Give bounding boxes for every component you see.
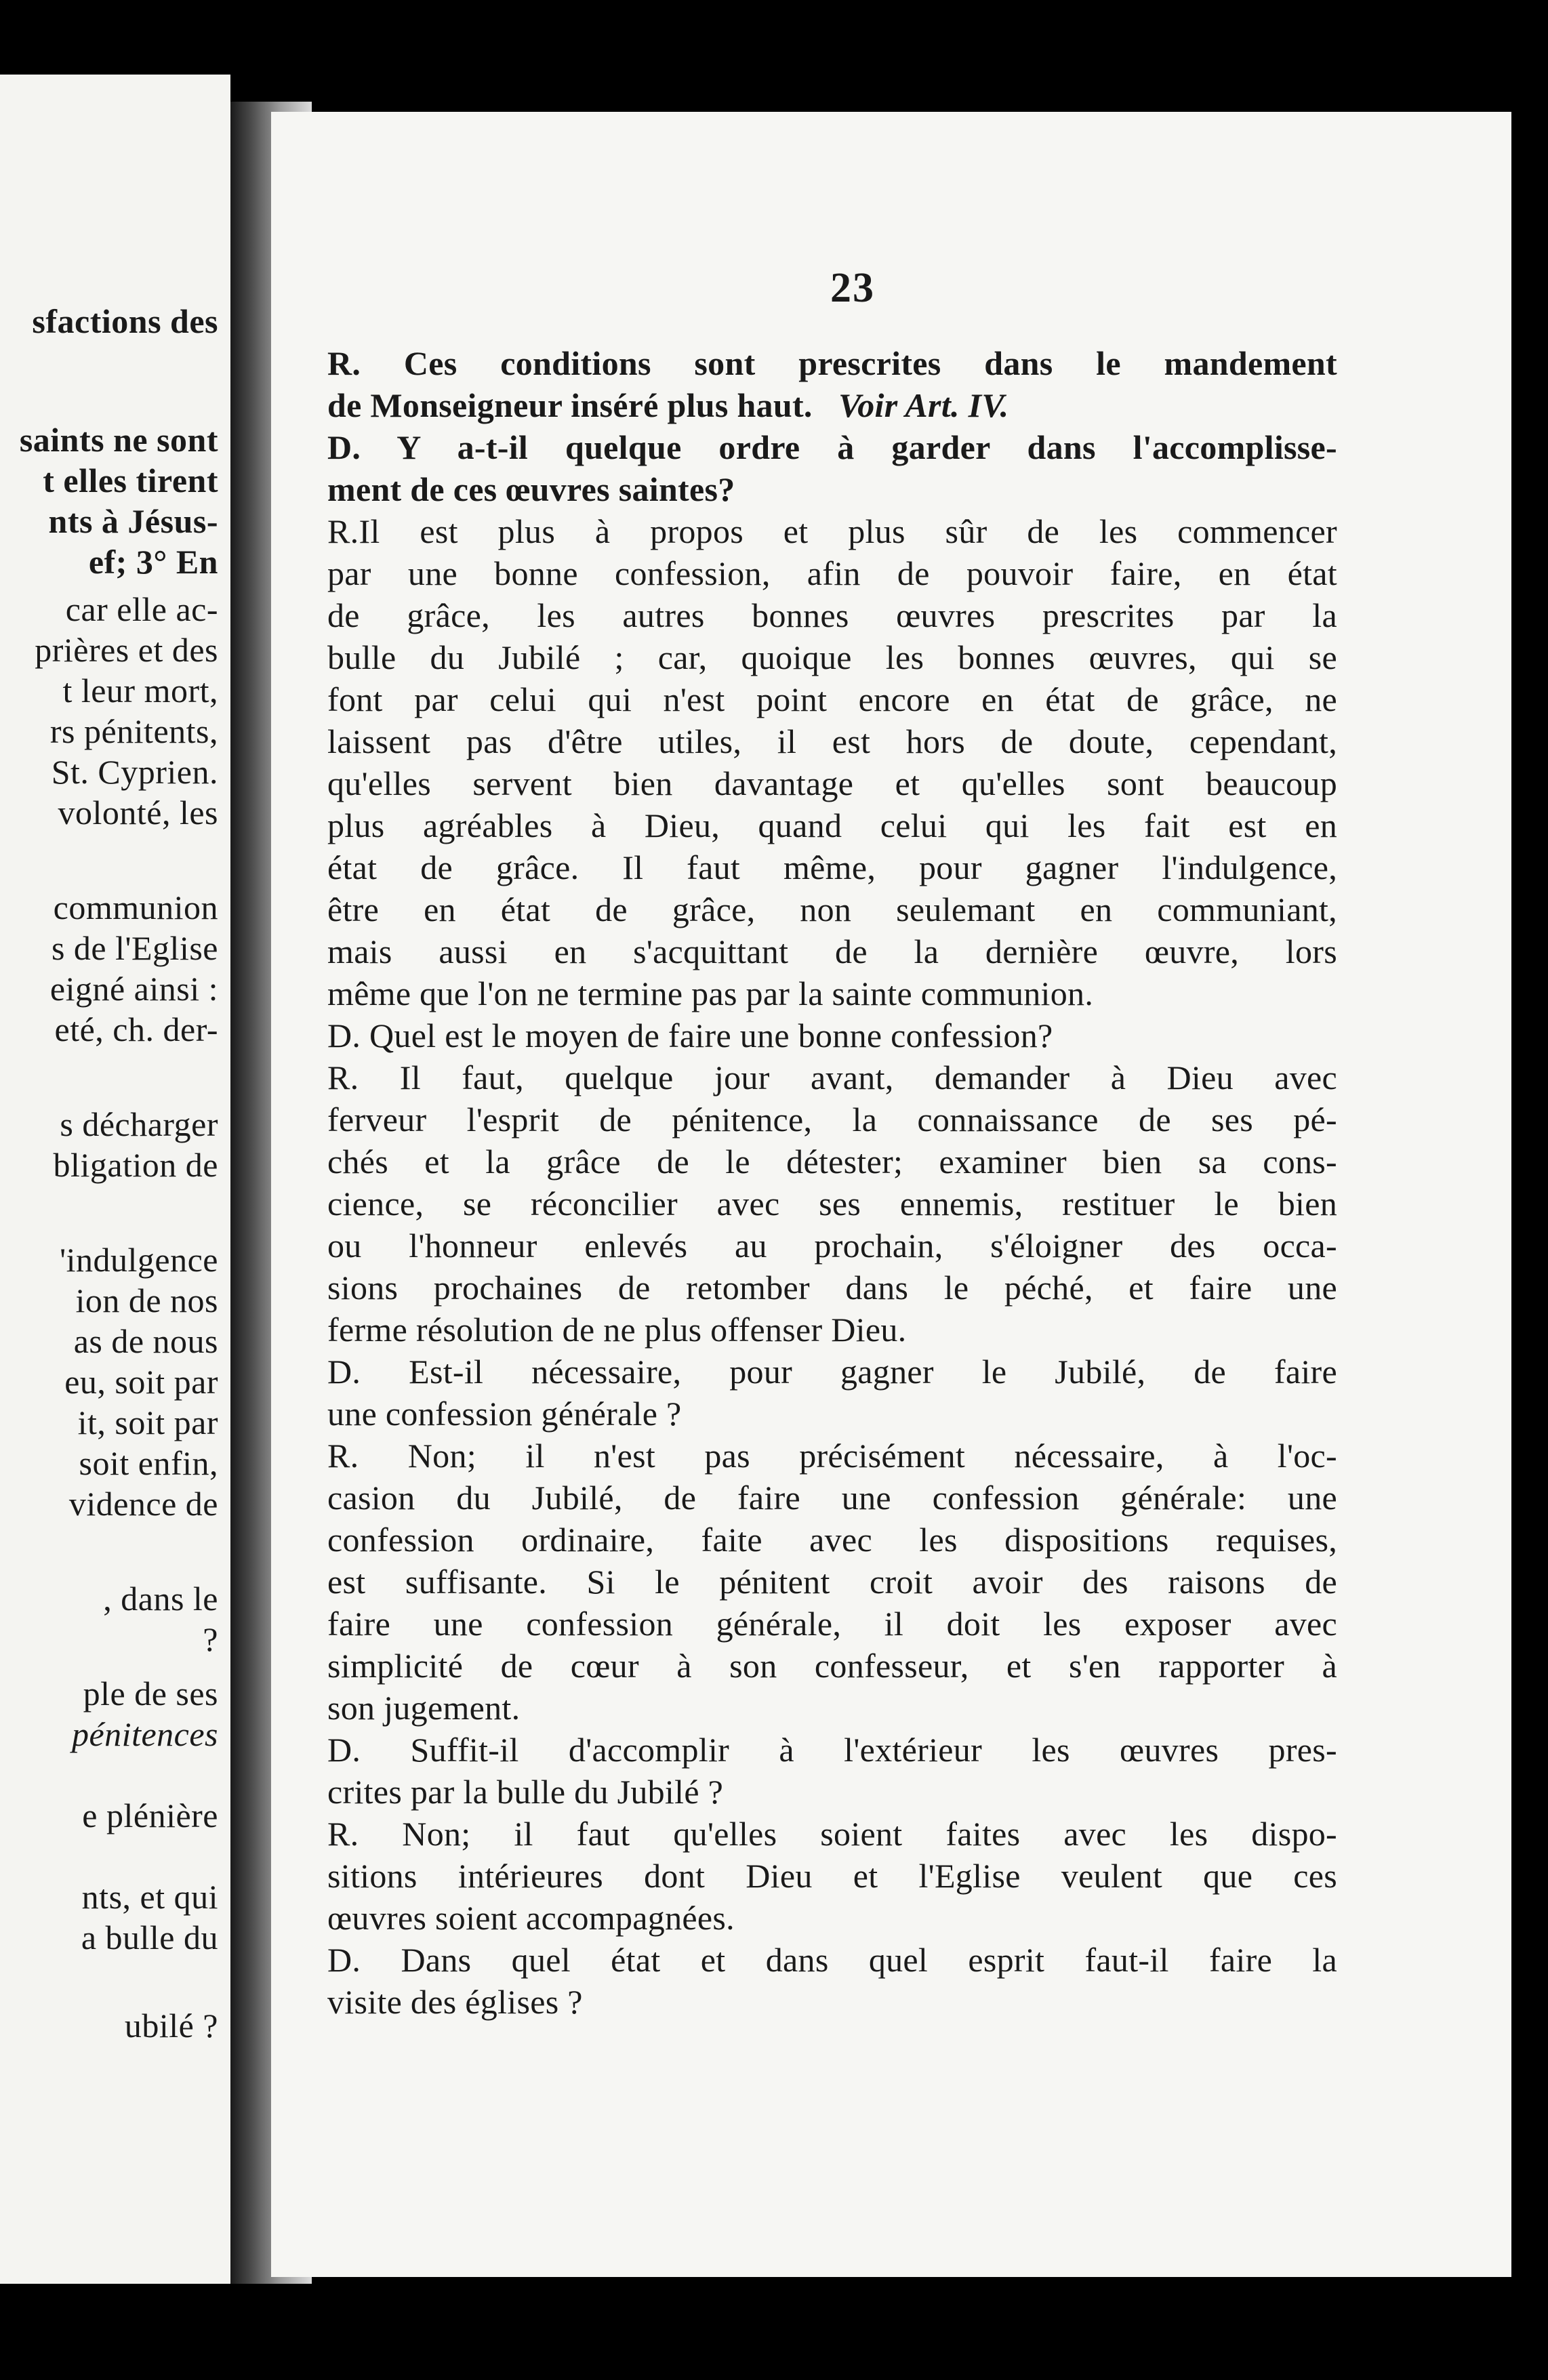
text-line: R. Non; il n'est pas précisément nécessaire, à l'oc-: [327, 1437, 1337, 1475]
left-page-line: pénitences: [71, 1715, 218, 1753]
left-page-line: St. Cyprien.: [51, 753, 218, 791]
left-page-line: ef; 3° En: [88, 543, 218, 581]
text-line: est suffisante. Si le pénitent croit avoir des raisons de: [327, 1563, 1337, 1601]
left-page-line: sfactions des: [32, 302, 218, 340]
left-page-line: vidence de: [68, 1485, 218, 1523]
left-page-line: communion: [53, 888, 218, 926]
text-line: chés et la grâce de le détester; examiner bien sa cons-: [327, 1143, 1337, 1181]
left-page-line: ple de ses: [83, 1675, 218, 1712]
text-line: D. Est-il nécessaire, pour gagner le Jubilé, de faire: [327, 1353, 1337, 1391]
left-page-line: bligation de: [53, 1146, 218, 1184]
text-line: confession ordinaire, faite avec les dispositions requises,: [327, 1521, 1337, 1559]
left-page-line: nts à Jésus-: [48, 502, 218, 540]
left-page-line: s de l'Eglise: [51, 929, 218, 967]
text-line: sions prochaines de retomber dans le péché, et faire une: [327, 1269, 1337, 1307]
text-line: même que l'on ne termine pas par la sainte communion.: [327, 974, 1094, 1012]
text-line: simplicité de cœur à son confesseur, et s'en rapporter à: [327, 1647, 1337, 1685]
text-line: de grâce, les autres bonnes œuvres prescrites par la: [327, 596, 1337, 634]
text-line: D. Quel est le moyen de faire une bonne confession?: [327, 1017, 1053, 1054]
left-page-line: nts, et qui: [81, 1878, 218, 1916]
text-line: [327, 384, 1337, 426]
text-line: visite des églises ?: [327, 1983, 583, 2021]
text-line: une confession générale ?: [327, 1395, 682, 1433]
text-line: par une bonne confession, afin de pouvoir faire, en état: [327, 554, 1337, 592]
page-number: 23: [830, 265, 875, 311]
left-page-line: e plénière: [82, 1797, 218, 1834]
text-line: plus agréables à Dieu, quand celui qui les fait est en: [327, 806, 1337, 844]
text-line: œuvres soient accompagnées.: [327, 1899, 735, 1937]
text-line: ment de ces œuvres saintes?: [327, 470, 735, 508]
text-line: sitions intérieures dont Dieu et l'Eglise veulent que ces: [327, 1857, 1337, 1895]
text-line: état de grâce. Il faut même, pour gagner l'indulgence,: [327, 848, 1337, 886]
text-line: ou l'honneur enlevés au prochain, s'éloigner des occa-: [327, 1227, 1337, 1265]
left-page-line: t elles tirent: [43, 461, 218, 499]
text-line: ferveur l'esprit de pénitence, la connaissance de ses pé-: [327, 1101, 1337, 1138]
text-line: R. Il faut, quelque jour avant, demander à Dieu avec: [327, 1059, 1337, 1096]
text-line: mais aussi en s'acquittant de la dernière œuvre, lors: [327, 932, 1337, 970]
left-page-line: t leur mort,: [62, 672, 218, 710]
text-line: ferme résolution de ne plus offenser Dieu.: [327, 1311, 907, 1349]
left-page-line: ubilé ?: [124, 2007, 218, 2045]
left-page-line: volonté, les: [58, 794, 218, 832]
text-line: D. Y a-t-il quelque ordre à garder dans l'accomplisse-: [327, 428, 1337, 466]
left-page-line: eu, soit par: [64, 1363, 218, 1401]
left-page-fragment: [0, 75, 230, 2284]
left-page-line: prières et des: [35, 631, 218, 669]
left-page-line: a bulle du: [81, 1919, 218, 1956]
text-line: qu'elles servent bien davantage et qu'elles sont beaucoup: [327, 764, 1337, 802]
text-line: D. Dans quel état et dans quel esprit faut-il faire la: [327, 1941, 1337, 1979]
left-page-line: saints ne sont: [19, 421, 218, 459]
left-page-line: car elle ac-: [65, 590, 218, 628]
text-line: R. Non; il faut qu'elles soient faites avec les dispo-: [327, 1815, 1337, 1853]
text-line: faire une confession générale, il doit les exposer avec: [327, 1605, 1337, 1643]
left-page-line: as de nous: [73, 1322, 218, 1360]
left-page-line: eté, ch. der-: [54, 1010, 218, 1048]
left-page-line: , dans le: [103, 1580, 218, 1618]
text-line: bulle du Jubilé ; car, quoique les bonnes œuvres, qui se: [327, 638, 1337, 676]
text-line: être en état de grâce, non seulemant en communiant,: [327, 890, 1337, 928]
left-page-line: eigné ainsi :: [49, 970, 218, 1008]
text-line: R. Ces conditions sont prescrites dans le mandement: [327, 344, 1337, 382]
left-page-line: s décharger: [60, 1105, 218, 1143]
left-page-line: it, soit par: [77, 1403, 218, 1441]
page-text-body: [327, 342, 1337, 2023]
text-line: cience, se réconcilier avec ses ennemis, restituer le bien: [327, 1185, 1337, 1223]
left-page-line: 'indulgence: [60, 1241, 218, 1279]
text-line-italic-reference: Voir Art. IV.: [838, 386, 1009, 424]
left-page-line: rs pénitents,: [49, 712, 218, 750]
text-line: son jugement.: [327, 1689, 521, 1727]
text-line: font par celui qui n'est point encore en état de grâce, ne: [327, 680, 1337, 718]
text-line: laissent pas d'être utiles, il est hors de doute, cependant,: [327, 722, 1337, 760]
left-page-line: soit enfin,: [79, 1444, 218, 1482]
left-page-line: ion de nos: [75, 1281, 218, 1319]
text-line-main: de Monseigneur inséré plus haut.: [327, 386, 813, 424]
text-line: casion du Jubilé, de faire une confession générale: une: [327, 1479, 1337, 1517]
text-line: D. Suffit-il d'accomplir à l'extérieur les œuvres pres-: [327, 1731, 1337, 1769]
text-line: crites par la bulle du Jubilé ?: [327, 1773, 724, 1811]
left-page-line: ?: [203, 1620, 218, 1658]
text-line: R.Il est plus à propos et plus sûr de les commencer: [327, 512, 1337, 550]
